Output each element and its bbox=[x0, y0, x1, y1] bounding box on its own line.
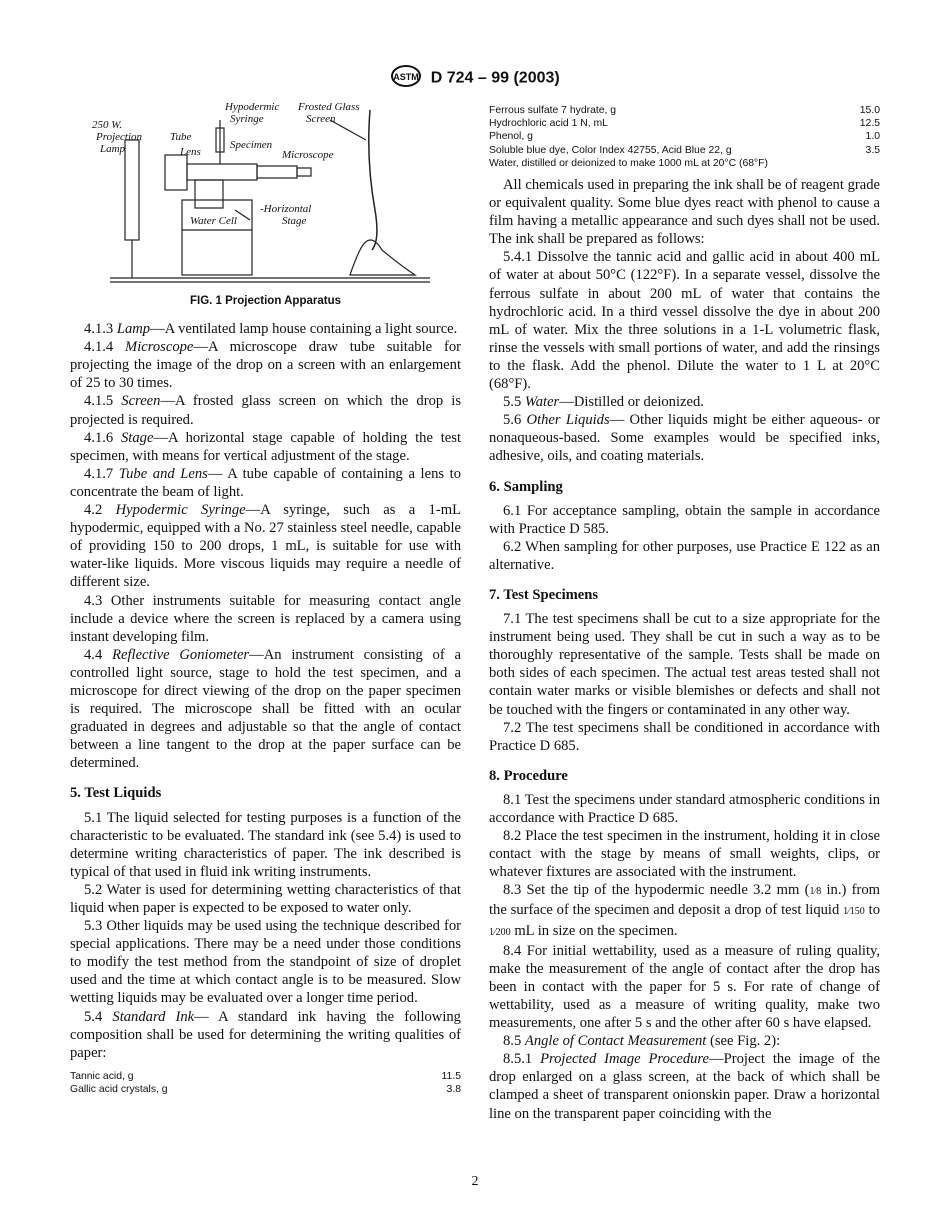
table-row: Soluble blue dye, Color Index 42755, Acid Blue 22, g 3.5 bbox=[489, 144, 880, 156]
table-row: Gallic acid crystals, g 3.8 bbox=[70, 1084, 461, 1096]
para-8-5: 8.5 Angle of Contact Measurement (see Fig. 2): bbox=[503, 1033, 781, 1050]
label-lamp3: Lamp bbox=[100, 143, 126, 155]
ink-composition-table-part1 bbox=[70, 1070, 461, 1096]
label-lamp2: Projection bbox=[96, 131, 143, 143]
table-row: Ferrous sulfate 7 hydrate, g 15.0 bbox=[489, 105, 880, 116]
para-8-1: 8.1 Test the specimens under standard atmospheric conditions in accordance with Practice D 685. bbox=[489, 791, 880, 827]
label-lens: Lens bbox=[180, 146, 201, 158]
para-5-6: 5.6 Other Liquids— Other liquids might be either aqueous- or nonaqueous-based. Some examples would be specified inks, adhesive, oils, and coating materials. bbox=[489, 412, 881, 465]
para-4-1-5: 4.1.5 Screen—A frosted glass screen on which the drop is projected is required. bbox=[70, 393, 461, 428]
page-number: 2 bbox=[471, 1174, 479, 1189]
para-8-3: 8.3 Set the tip of the hypodermic needle 3.2 mm (1⁄8 in.) from the surface of the specimen and deposit a drop of test liquid 1⁄150 to 1⁄200 mL in size on the specimen. bbox=[489, 882, 880, 939]
para-5-1: 5.1 The liquid selected for testing purposes is a function of the characteristic to be evaluated. The standard ink (see 5.4) is used to determine writing characteristics of paper. The ink described is typical of that used in fluid ink writing instruments. bbox=[70, 809, 461, 880]
label-screen: Screen bbox=[306, 113, 336, 125]
para-8-5-1: 8.5.1 Projected Image Procedure—Project the image of the drop enlarged on a glass screen, at the back of which shall be clamped a sheet of transparent onionskin paper. Draw a horizontal line on the transparent paper coinciding with the bbox=[489, 1051, 880, 1122]
para-4-4: 4.4 Reflective Goniometer—An instrument consisting of a controlled light source, stage to hold the test specimen, and a microscope for direct viewing of the drop on the paper specimen is required. The microscope shall be fitted with an ocular graduated in degrees and adjustable so that the angle of contact between a line tangent to the drop at the paper surface can be determined. bbox=[70, 646, 461, 772]
label-frosted: Frosted Glass bbox=[298, 101, 360, 113]
para-6-2: 6.2 When sampling for other purposes, use Practice E 122 as an alternative. bbox=[489, 538, 880, 573]
para-7-1: 7.1 The test specimens shall be cut to a size appropriate for the instrument being used. They shall be cut in such a way as to be thoroughly representative of the sample. Tests shall be made on both sides of each specimen. The actual test areas tested shall not contain water marks or visible blemishes or defects and shall not be touched with the fingers or contaminated in any other way. bbox=[489, 611, 880, 718]
para-5-3: 5.3 Other liquids may be used using the technique described for special applications. There may be a need under those conditions to modify the test method from the standpoint of size of droplet used and the time at which contact angle is to be measured. Slow wetting liquids may be evaluated over a longer time period. bbox=[70, 918, 461, 1007]
para-4-1-6: 4.1.6 Stage—A horizontal stage capable of holding the test specimen, with means for vertical adjustment of the stage. bbox=[70, 429, 461, 464]
para-8-4: 8.4 For initial wettability, used as a measure of ruling quality, make the measurement of the angle of contact after the drop has been in contact with the paper for 5 s. For rate of change of wettability, used as a measure of writing quality, make two measurements, one after 5 s and the other after 60 s have elapsed. bbox=[489, 942, 880, 1032]
para-4-1-3: 4.1.3 Lamp—A ventilated lamp house containing a light source. bbox=[84, 321, 458, 338]
para-6-1: 6.1 For acceptance sampling, obtain the sample in accordance with Practice D 585. bbox=[489, 502, 880, 537]
label-microscope: Microscope bbox=[282, 149, 334, 161]
figure-1-caption: FIG. 1 Projection Apparatus bbox=[189, 295, 342, 307]
table-row: Water, distilled or deionized to make 1000 mL at 20°C (68°F) bbox=[489, 157, 768, 169]
astm-logo-icon bbox=[390, 64, 422, 93]
document-designation: D 724 – 99 (2003) bbox=[430, 69, 560, 87]
label-watercell: Water Cell bbox=[190, 215, 237, 227]
table-row: Phenol, g 1.0 bbox=[489, 131, 880, 143]
section-8-heading: 8. Procedure bbox=[489, 767, 568, 784]
figure-1 bbox=[70, 100, 461, 290]
projection-apparatus-drawing bbox=[70, 100, 461, 290]
page-header bbox=[0, 64, 950, 93]
left-column bbox=[70, 100, 461, 1096]
para-4-3: 4.3 Other instruments suitable for measuring contact angle include a device where the screen is replaced by a camera using instant developing film. bbox=[70, 592, 461, 645]
para-4-2: 4.2 Hypodermic Syringe—A syringe, such as a 1-mL hypodermic, equipped with a No. 27 stainless steel needle, capable of providing 150 to 200 drops, 1 mL, is suitable for use with water-like liquids. More viscous liquids may require a needle of different size. bbox=[70, 502, 461, 591]
para-7-2: 7.2 The test specimens shall be conditioned in accordance with Practice D 685. bbox=[489, 719, 880, 754]
ink-composition-table-part2 bbox=[489, 104, 880, 170]
para-8-2: 8.2 Place the test specimen in the instrument, holding it in close contact with the stage by means of small weights, clips, or whatever fixtures are associated with the instrument. bbox=[489, 828, 880, 881]
section-7-heading: 7. Test Specimens bbox=[489, 586, 599, 603]
label-lamp1: 250 W. bbox=[92, 119, 123, 131]
para-5-2: 5.2 Water is used for determining wetting characteristics of that liquid when paper is expected to be exposed to water only. bbox=[70, 881, 461, 916]
section-5-heading: 5. Test Liquids bbox=[70, 785, 162, 802]
label-specimen: Specimen bbox=[230, 139, 273, 151]
section-6-heading: 6. Sampling bbox=[489, 478, 563, 495]
label-stage: Stage bbox=[282, 215, 307, 227]
para-5-5: 5.5 Water—Distilled or deionized. bbox=[503, 394, 704, 411]
para-5-4-1: 5.4.1 Dissolve the tannic acid and gallic acid in about 400 mL of water at about 50°C (122°F). In a separate vessel, dissolve the ferrous sulfate in about 200 mL of water that contains the hydrochloric acid. In a third vessel dissolve the dye in about 200 mL of water. Mix the three solutions in a 1-L volumetric flask, rinse the vessels with small portions of water, and add the rinsings to the flask. Add the phenol. Dilute the water to 1 L at 20°C (68°F). bbox=[489, 249, 880, 393]
para-4-1-7: 4.1.7 Tube and Lens— A tube capable of containing a lens to concentrate the beam of light. bbox=[70, 465, 461, 500]
label-horizontal: -Horizontal bbox=[260, 203, 312, 215]
para-chemicals: All chemicals used in preparing the ink shall be of reagent grade or equivalent quality. Some blue dyes react with phenol to cause a film having a metallic appearance and such dyes shall not be used. The ink shall be prepared as follows: bbox=[489, 177, 880, 248]
table-row: Tannic acid, g 11.5 bbox=[70, 1070, 461, 1082]
para-4-1-4: 4.1.4 Microscope—A microscope draw tube suitable for projecting the image of the drop on a screen with an enlargement of 25 to 30 times. bbox=[70, 339, 461, 392]
logo-text: ASTM bbox=[393, 72, 420, 82]
label-hypodermic: Hypodermic bbox=[225, 101, 280, 113]
right-column bbox=[489, 104, 880, 1123]
table-row: Hydrochloric acid 1 N, mL 12.5 bbox=[489, 118, 880, 130]
label-syringe: Syringe bbox=[230, 113, 264, 125]
para-5-4: 5.4 Standard Ink— A standard ink having the following composition shall be used for determining the writing qualities of paper: bbox=[70, 1008, 461, 1061]
label-tube: Tube bbox=[170, 131, 192, 143]
